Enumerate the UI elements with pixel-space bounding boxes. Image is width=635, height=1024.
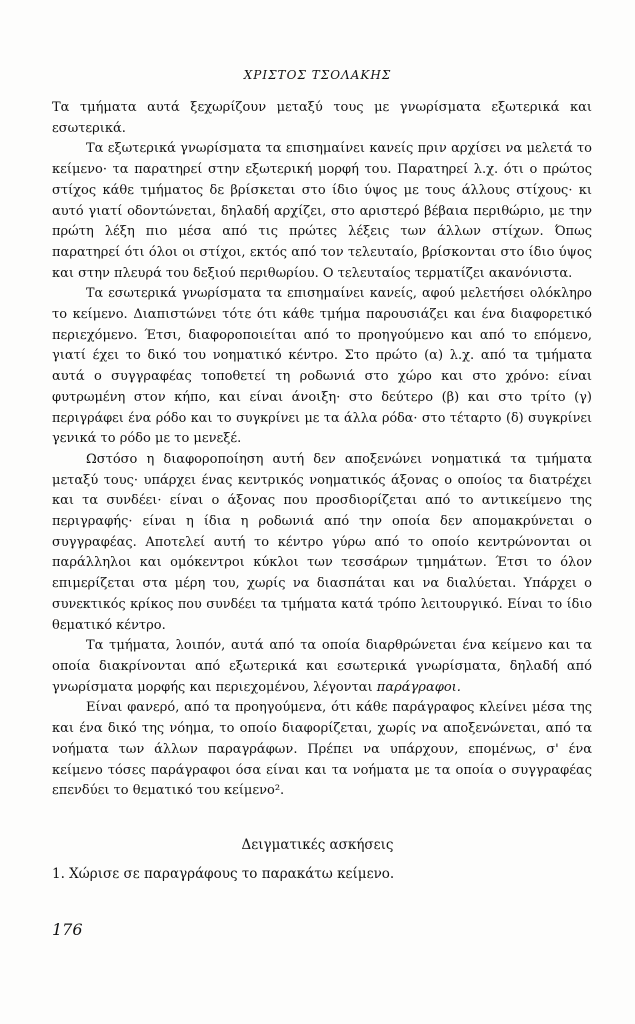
text-line: αυτά ο συγγραφέας τοποθετεί τη ροδωνιά στο χώρο και στο χρόνο: είναι bbox=[52, 369, 592, 385]
text-line: γιατί έχει το δικό του νοηματικό κέντρο. Στο πρώτο (α) λ.χ. από τα τμήματα bbox=[52, 348, 592, 364]
text-line: μεταξύ τους· υπάρχει ένας κεντρικός νοηματικός άξονας ο οποίος τα διατρέχει bbox=[52, 472, 592, 488]
text-line: εσωτερικά. bbox=[52, 120, 126, 136]
text-line: περιεχόμενο. Έτσι, διαφοροποιείται από το προηγούμενο και από το επόμενο, bbox=[52, 327, 592, 343]
text-line: γνωρίσματα μορφής και περιεχομένου, λέγονται παράγραφοι. bbox=[52, 679, 461, 695]
text-line: και τα συνδέει· είναι ο άξονας που προσδιορίζεται από το αντικείμενο της bbox=[52, 493, 592, 509]
text-line: και στην πλευρά του δεξιού περιθωρίου. Ο τελευταίος τερματίζει ακανόνιστα. bbox=[52, 265, 573, 281]
text-line: περιγράφει ένα ρόδο και το συγκρίνει με τα άλλα ρόδα· στο τέταρτο (δ) συγκρίνει bbox=[52, 410, 592, 426]
text-line: το κείμενο. Διαπιστώνει τότε ότι κάθε τμήμα παρουσιάζει και ένα διαφορετικό bbox=[52, 307, 592, 323]
exercise-item: 1. Χώρισε σε παραγράφους το παρακάτω κείμενο. bbox=[52, 866, 395, 882]
paragraph-6 bbox=[52, 698, 592, 802]
text-line: αυτό γιατί οδοντώνεται, δηλαδή αρχίζει, στο αριστερό βέβαια περιθώριο, με την bbox=[52, 203, 592, 219]
text-line: Τα τμήματα αυτά ξεχωρίζουν μεταξύ τους με γνωρίσματα εξωτερικά και bbox=[52, 100, 592, 115]
text-line: Ωστόσο η διαφοροποίηση αυτή δεν αποξενώνει νοηματικά τα τμήματα bbox=[86, 451, 592, 467]
paragraph-3 bbox=[52, 284, 592, 450]
text-line: επενδύει το θεματικό του κείμενο². bbox=[52, 783, 285, 799]
text-line: κείμενο τόσες παράγραφοι όσα είναι και τα νοήματα με τα οποία ο συγγραφέας bbox=[52, 762, 592, 778]
text-line: Τα εξωτερικά γνωρίσματα τα επισημαίνει κανείς πριν αρχίσει να μελετά το bbox=[86, 141, 592, 157]
section-heading: Δειγματικές ασκήσεις bbox=[241, 837, 394, 853]
page-number: 176 bbox=[52, 920, 83, 939]
text-line: οποία διακρίνονται από εξωτερικά και εσωτερικά γνωρίσματα, δηλαδή από bbox=[52, 658, 592, 674]
text-line: παρατηρεί ότι όλοι οι στίχοι, εκτός από τον τελευταίο, βρίσκονται στο ίδιο ύψος bbox=[52, 244, 592, 260]
text-line: Τα τμήματα, λοιπόν, αυτά από τα οποία διαρθρώνεται ένα κείμενο και τα bbox=[86, 638, 592, 654]
text-line: Είναι φανερό, από τα προηγούμενα, ότι κάθε παράγραφος κλείνει μέσα της bbox=[86, 700, 592, 716]
text-line: γενικά το ρόδο με το μενεξέ. bbox=[52, 431, 242, 447]
running-head: ΧΡΙΣΤΟΣ ΤΣΟΛΑΚΗΣ bbox=[243, 68, 392, 82]
text-line: στίχος κάθε τμήματος δε βρίσκεται στο ίδιο ύψος με τους άλλους στίχους· κι bbox=[52, 182, 592, 198]
text-line: θεματικό κέντρο. bbox=[52, 617, 166, 633]
text-line: συγγραφέας. Αποτελεί αυτή το κέντρο γύρω από το οποίο κεντρώνονται οι bbox=[52, 534, 592, 550]
paragraph-2 bbox=[52, 139, 592, 284]
text-line: πρώτη λέξη πιο μέσα από τις πρώτες λέξεις των άλλων στίχων. Όπως bbox=[52, 224, 592, 240]
text-line: φυτρωμένη στον κήπο, και είναι άνοιξη· στο δεύτερο (β) και στο τρίτο (γ) bbox=[52, 389, 592, 405]
text-line: κείμενο· τα παρατηρεί στην εξωτερική μορφή του. Παρατηρεί λ.χ. ότι ο πρώτος bbox=[52, 162, 592, 178]
italic-term: παράγραφοι. bbox=[376, 679, 461, 695]
text-line: και ένα δικό της νόημα, το οποίο διαφορίζεται, χωρίς να αποξενώνεται, από τα bbox=[52, 721, 592, 737]
text-line: περιγραφής· είναι η ίδια η ροδωνιά από την οποία δεν απομακρύνεται ο bbox=[52, 514, 592, 530]
text-line: επιμερίζεται στα μέρη του, χωρίς να διασπάται και να διαλύεται. Υπάρχει ο bbox=[52, 576, 592, 592]
text-line: Τα εσωτερικά γνωρίσματα τα επισημαίνει κανείς, αφού μελετήσει ολόκληρο bbox=[86, 286, 592, 302]
paragraph-5 bbox=[52, 636, 592, 698]
paragraph-1 bbox=[52, 98, 592, 139]
text-line: συνεκτικός κρίκος που συνδέει τα τμήματα κατά τρόπο λειτουργικό. Είναι το ίδιο bbox=[52, 596, 592, 612]
paragraph-4 bbox=[52, 450, 592, 636]
text-line: νοήματα των άλλων παραγράφων. Πρέπει να υπάρχουν, επομένως, σ' ένα bbox=[52, 741, 592, 757]
body-text bbox=[52, 98, 592, 802]
text-line: παράλληλοι και ομόκεντροι κύκλοι των τεσσάρων τμημάτων. Έτσι το όλον bbox=[52, 555, 592, 571]
